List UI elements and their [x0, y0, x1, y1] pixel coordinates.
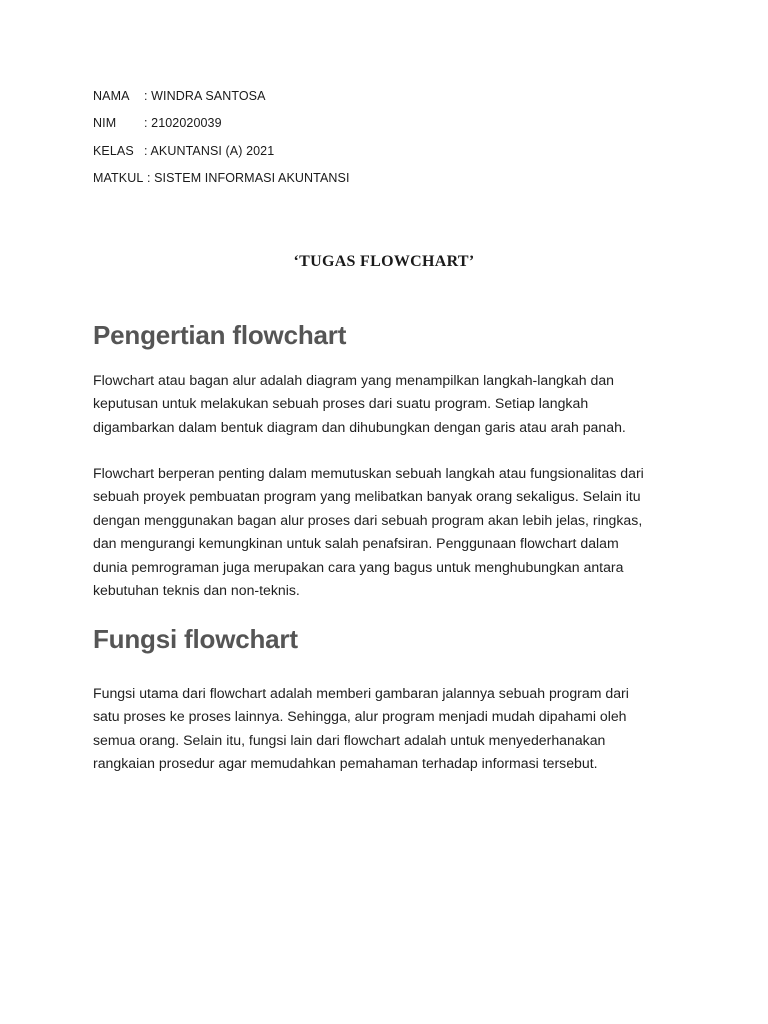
paragraph-line: Flowchart atau bagan alur adalah diagram yang menampilkan langkah-langkah dan [93, 372, 615, 388]
paragraph-line: digambarkan dalam bentuk diagram dan dihubungkan dengan garis atau arah panah. [93, 418, 626, 435]
paragraph-line: dan mengurangi kemungkinan untuk salah penafsiran. Penggunaan flowchart dalam [93, 535, 619, 552]
paragraph-line: dengan menggunakan bagan alur proses dari sebuah program akan lebih jelas, ringkas, [93, 511, 643, 528]
paragraph-line: Fungsi utama dari flowchart adalah memberi gambaran jalannya sebuah program dari [93, 685, 629, 701]
paragraph-pengertian-1 [93, 369, 683, 439]
paragraph-line: semua orang. Selain itu, fungsi lain dari flowchart adalah untuk menyederhanakan [93, 731, 606, 748]
nim-label: NIM [93, 116, 117, 131]
nama-value: : WINDRA SANTOSA [144, 89, 266, 103]
nama-label: NAMA [93, 89, 130, 103]
matkul-label: MATKUL [93, 170, 144, 185]
info-row-matkul [93, 169, 350, 196]
paragraph-line: rangkaian prosedur agar memudahkan pemahaman terhadap informasi tersebut. [93, 755, 598, 772]
matkul-value: : SISTEM INFORMASI AKUNTANSI [143, 170, 350, 185]
document-title: ‘TUGAS FLOWCHART’ [293, 253, 475, 270]
paragraph-line: Flowchart berperan penting dalam memutuskan sebuah langkah atau fungsionalitas dari [93, 465, 644, 481]
paragraph-line: satu proses ke proses lainnya. Sehingga, alur program menjadi mudah dipahami oleh [93, 708, 627, 725]
paragraph-line: sebuah proyek pembuatan program yang melibatkan banyak orang sekaligus. Selain itu [93, 488, 641, 505]
section-heading-pengertian: Pengertian flowchart [93, 320, 347, 350]
paragraph-line: kebutuhan teknis dan non-teknis. [93, 582, 300, 599]
paragraph-pengertian-2 [93, 462, 683, 602]
kelas-value: : AKUNTANSI (A) 2021 [144, 143, 275, 158]
info-row-nama [93, 87, 350, 114]
section-heading-fungsi: Fungsi flowchart [93, 624, 298, 654]
paragraph-fungsi-1 [93, 682, 683, 776]
paragraph-line: dunia pemrograman juga merupakan cara yang bagus untuk menghubungkan antara [93, 558, 624, 575]
info-row-nim [93, 114, 350, 141]
info-row-kelas [93, 142, 350, 169]
kelas-label: KELAS [93, 143, 134, 158]
nim-value: : 2102020039 [144, 116, 222, 131]
paragraph-line: keputusan untuk melakukan sebuah proses dari suatu program. Setiap langkah [93, 395, 589, 412]
student-info-block [93, 87, 350, 196]
